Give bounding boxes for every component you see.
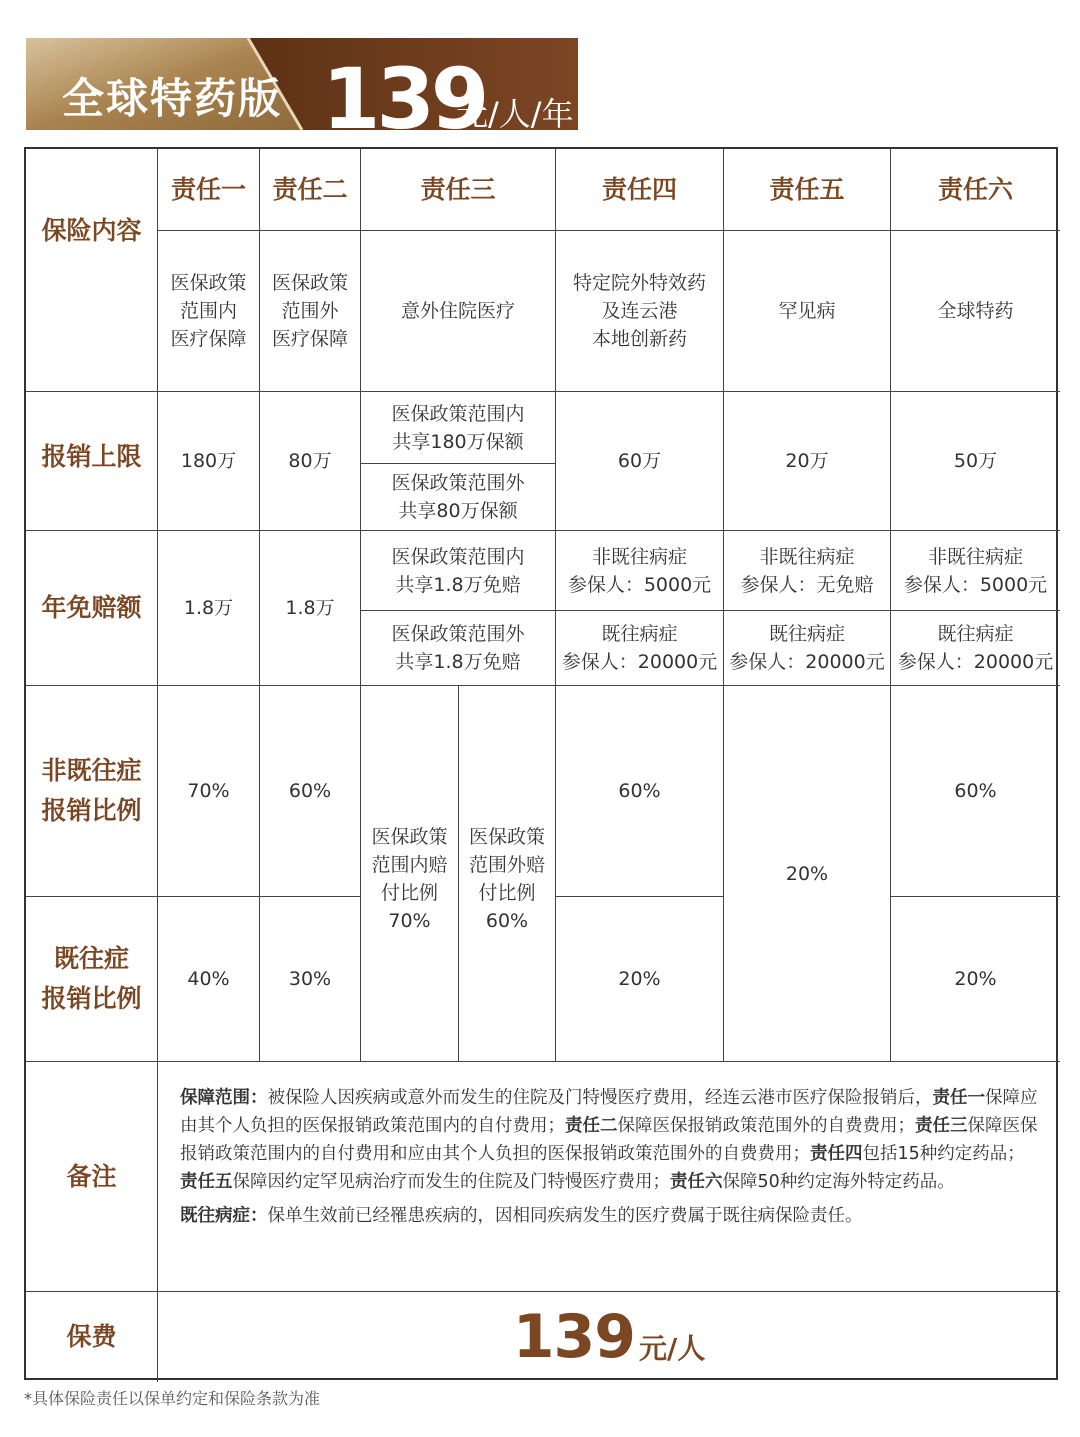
ratio-non-pre-duty-1: 70%: [158, 686, 260, 897]
notes-scope: [180, 1084, 1040, 1196]
limit-duty-6: 50万: [891, 392, 1060, 531]
row-label-notes: 备注: [26, 1062, 158, 1292]
ratio-pre-duty-1: 40%: [158, 897, 260, 1062]
header-duty-1: 责任一: [158, 149, 260, 231]
banner-price: 139: [322, 50, 486, 148]
price-banner: [26, 22, 578, 148]
header-duty-3: 责任三: [361, 149, 556, 231]
premium-unit: 元/人: [639, 1332, 706, 1365]
row-label-deductible: 年免赔额: [26, 531, 158, 686]
deductible-duty-4-pre: 既往病症 参保人：20000元: [556, 611, 724, 686]
notes-scope-part: 保障因约定罕见病治疗而发生的住院及门特慢医疗费用；: [232, 1172, 670, 1192]
notes-pre-label: 既往病症：: [180, 1206, 268, 1226]
banner-title: 全球特药版: [62, 74, 283, 123]
deductible-duty-6-pre: 既往病症 参保人：20000元: [891, 611, 1060, 686]
premium-value: [158, 1292, 1060, 1382]
ratio-non-pre-duty-2: 60%: [260, 686, 361, 897]
limit-duty-3-in: 医保政策范围内 共享180万保额: [361, 392, 556, 464]
notes-duty-5: 责任五: [180, 1172, 233, 1192]
row-label-ratio-pre: 既往症 报销比例: [26, 897, 158, 1062]
ratio-duty-3-out: 医保政策 范围外赔 付比例 60%: [459, 686, 556, 1062]
header-duty-5: 责任五: [724, 149, 891, 231]
notes-scope-part: 保障50种约定海外特定药品。: [722, 1172, 955, 1192]
deductible-duty-5-pre: 既往病症 参保人：20000元: [724, 611, 891, 686]
ratio-pre-duty-2: 30%: [260, 897, 361, 1062]
content-duty-4: 特定院外特效药 及连云港 本地创新药: [556, 231, 724, 392]
ratio-non-pre-duty-6: 60%: [891, 686, 1060, 897]
ratio-pre-duty-4: 20%: [556, 897, 724, 1062]
banner-price-unit: 元/人/年: [456, 95, 574, 133]
deductible-duty-1: 1.8万: [158, 531, 260, 686]
ratio-duty-3-in: 医保政策 范围内赔 付比例 70%: [361, 686, 459, 1062]
limit-duty-4: 60万: [556, 392, 724, 531]
content-duty-2: 医保政策 范围外 医疗保障: [260, 231, 361, 392]
row-label-content: 保险内容: [26, 149, 158, 392]
notes-scope-part: 保障应由其个人负担的医保报销政策范围内的自付费用；: [180, 1088, 1038, 1136]
limit-duty-5: 20万: [724, 392, 891, 531]
content-duty-1: 医保政策 范围内 医疗保障: [158, 231, 260, 392]
deductible-duty-2: 1.8万: [260, 531, 361, 686]
premium-amount: 139: [512, 1302, 635, 1372]
notes-scope-label: 保障范围：: [180, 1088, 268, 1108]
header-duty-6: 责任六: [891, 149, 1060, 231]
limit-duty-3-out: 医保政策范围外 共享80万保额: [361, 464, 556, 531]
notes-scope-part: 保障医保报销政策范围外的自费费用；: [617, 1116, 915, 1136]
notes-duty-6: 责任六: [670, 1172, 723, 1192]
limit-duty-2: 80万: [260, 392, 361, 531]
limit-duty-1: 180万: [158, 392, 260, 531]
ratio-non-pre-duty-4: 60%: [556, 686, 724, 897]
row-label-ratio-non-pre: 非既往症 报销比例: [26, 686, 158, 897]
deductible-duty-3-in: 医保政策范围内 共享1.8万免赔: [361, 531, 556, 611]
content-duty-3: 意外住院医疗: [361, 231, 556, 392]
notes-scope-part: 保障医保报销政策范围内的自付费用和应由其个人负担的医保报销政策范围外的自费费用；: [180, 1116, 1038, 1164]
row-label-limit: 报销上限: [26, 392, 158, 531]
notes-duty-3: 责任三: [915, 1116, 968, 1136]
notes-pre-existing: [180, 1202, 1040, 1230]
coverage-table: [24, 147, 1058, 1380]
notes-scope-part: 被保险人因疾病或意外而发生的住院及门特慢医疗费用，经连云港市医疗保险报销后，: [267, 1088, 933, 1108]
header-duty-2: 责任二: [260, 149, 361, 231]
deductible-duty-6-non-pre: 非既往病症 参保人：5000元: [891, 531, 1060, 611]
notes-scope-part: 包括15种约定药品；: [862, 1144, 1025, 1164]
footnote: *具体保险责任以保单约定和保险条款为准: [24, 1389, 321, 1408]
deductible-duty-3-out: 医保政策范围外 共享1.8万免赔: [361, 611, 556, 686]
content-duty-6: 全球特药: [891, 231, 1060, 392]
notes-text: [158, 1062, 1060, 1292]
notes-pre-text: 保单生效前已经罹患疾病的，因相同疾病发生的医疗费属于既往病保险责任。: [267, 1206, 863, 1226]
notes-duty-1: 责任一: [932, 1088, 985, 1108]
ratio-pre-duty-6: 20%: [891, 897, 1060, 1062]
header-duty-4: 责任四: [556, 149, 724, 231]
content-duty-5: 罕见病: [724, 231, 891, 392]
notes-duty-2: 责任二: [565, 1116, 618, 1136]
deductible-duty-5-non-pre: 非既往病症 参保人：无免赔: [724, 531, 891, 611]
deductible-duty-4-non-pre: 非既往病症 参保人：5000元: [556, 531, 724, 611]
row-label-premium: 保费: [26, 1292, 158, 1382]
notes-duty-4: 责任四: [810, 1144, 863, 1164]
ratio-duty-5: 20%: [724, 686, 891, 1062]
